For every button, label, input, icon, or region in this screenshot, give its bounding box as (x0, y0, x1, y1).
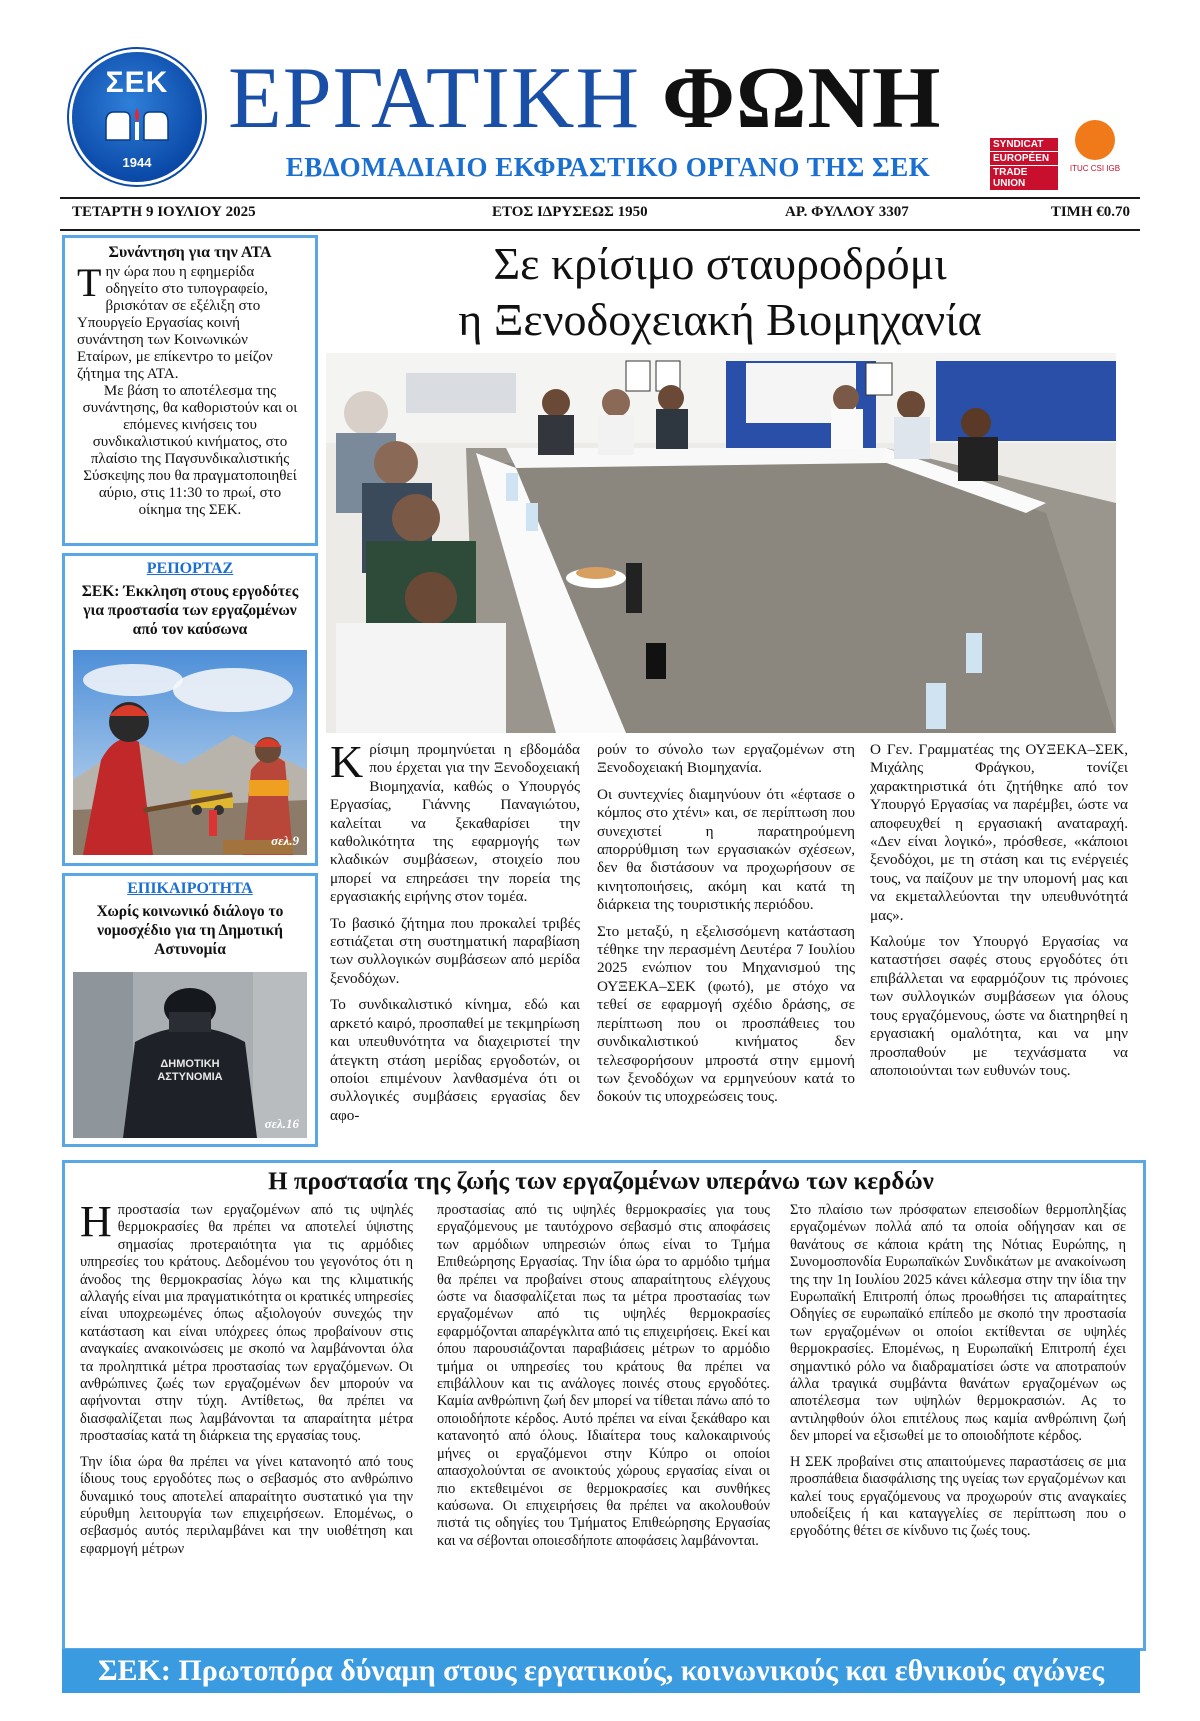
box-title: ΣΕΚ: Έκκληση στους εργοδότες για προστασία των εργαζομένων από τον καύσωνα (81, 583, 299, 638)
main-article-col3 (870, 741, 1128, 1088)
paragraph: ρούν το σύνολο των εργαζομένων στη Ξενοδοχειακή Βιομηχανία. (597, 741, 855, 777)
paragraph: Την ίδια ώρα θα πρέπει να γίνει κατανοητό από τους ίδιους τους εργοδότες πως ο σεβασμός στο ανθρώπινο δυναμικό τους αποτελεί απαραίτητο συστατικό για την εύρυθμη λειτουργία των επιχειρήσεων. Επομένως, ο σεβασμός αυτός περιλαμβάνει και την υιοθέτηση και εφαρμογή μέτρων (80, 1453, 413, 1557)
dropcap: Κ (330, 736, 364, 787)
paragraph: Οι συντεχνίες διαμηνύουν ότι «έφτασε ο κόμπος στο χτένι» και, σε περίπτωση που συνεχιστεί η παρατηρούμενη απορρύθμιση των εργασιακών σχέσεων, δεν θα διστάσουν να προχωρήσουν σε κινητοποιήσεις, ακόμη και κατά τη διάρκεια της τουριστικής περιόδου. (597, 785, 855, 914)
etuc-line: SYNDICAT (990, 138, 1058, 151)
rubric-news: ΕΠΙΚΑΙΡΟΤΗΤΑ (127, 880, 253, 897)
meeting-photo-illustration (326, 353, 1116, 733)
headline-line1: Σε κρίσιμο σταυροδρόμι (493, 238, 947, 289)
main-article-col1 (330, 736, 580, 1133)
fists-icon (100, 104, 174, 144)
page-ref: σελ.16 (264, 1116, 299, 1131)
vest-text: ΔΗΜΟΤΙΚΗ ΑΣΤΥΝΟΜΙΑ (157, 1058, 223, 1083)
police-photo-illustration (73, 972, 307, 1138)
etuc-logo (990, 138, 1060, 189)
logo-year: 1944 (122, 155, 152, 170)
sidebar-box-news[interactable] (62, 873, 318, 1147)
logo-text: ΣΕΚ (105, 66, 169, 99)
police-photo (73, 972, 307, 1138)
footer-banner: ΣΕΚ: Πρωτοπόρα δύναμη στους εργατικούς, κοινωνικούς και εθνικούς αγώνες (62, 1649, 1140, 1693)
bottom-article-title: Η προστασία της ζωής των εργαζομένων υπεράνω των κερδών (268, 1168, 934, 1195)
bottom-article-col2 (437, 1202, 770, 1558)
workers-photo (73, 650, 307, 855)
paragraph (80, 1197, 413, 1446)
etuc-line: TRADE UNION (990, 166, 1058, 190)
bottom-article-col1 (80, 1197, 413, 1566)
newspaper-title (228, 44, 988, 154)
founded-year: ΕΤΟΣ ΙΔΡΥΣΕΩΣ 1950 (492, 204, 648, 220)
workers-photo-illustration (73, 650, 307, 855)
box-title: Συνάντηση για την ΑΤΑ (108, 244, 272, 261)
paragraph: Το βασικό ζήτημα που προκαλεί τριβές εστιάζεται στη συστηματική παραβίαση των συλλογικών συμβάσεων από μερίδα ξενοδόχων. (330, 914, 580, 987)
dropcap: Τ (77, 260, 102, 305)
paragraph-text: προστασία των εργαζομένων από τις υψηλές θερμοκρασίες θα πρέπει να αποτελεί ύψιστης σημασίας προτεραιότητα για τις αρμόδιες υπηρεσίες του κράτους. Δεδομένου του γεγονότος ότι η άνοδος της θερμοκρασίας λόγω και της κλιματικής αλλαγής είναι μια πραγματικότητα οι κρατικές υπηρεσίες είναι υποχρεωμένες όπως αξιολογούν συνεχώς την κατάσταση και είναι υπόχρεες όπως προβαίνουν στις αναγκαίες ανακοινώσεις με σκοπό να λαμβάνονται όλα τα προληπτικά μέτρα προστασίας των εργαζόμενων. Οι ανθρώπινες ζωές των εργαζομένων δεν μπορούν να αφήνονται στην τύχη. Αντίθετως, θα πρέπει να διασφαλίζεται πως λαμβάνονται τα απαραίτητα μέτρα προστασίας κατά τη διάρκεια της εργασίας τους. (80, 1202, 413, 1445)
bottom-article-col3 (790, 1202, 1126, 1549)
title-part2: ΦΩΝΗ (662, 50, 942, 147)
paragraph: Ο Γεν. Γραμματέας της ΟΥΞΕΚΑ–ΣΕΚ, Μιχάλης Φράγκου, τονίζει χαρακτηριστικά ότι ζητήθηκε από τον Υπουργό Εργασίας να παρέμβει, ώστε να αποφευχθεί η εργασιακή αναταραχή. «Δεν είναι λογικό», πρόσθεσε, «κάποιοι ξενοδόχοι, με τη στάση και τις ενέργειές τους, να παίζουν με την υπομονή μας και να εκμεταλλεύονται την υπευθυνότητά μας». (870, 741, 1128, 924)
issue-date: ΤΕΤΑΡΤΗ 9 ΙΟΥΛΙΟΥ 2025 (72, 204, 256, 220)
box-title: Χωρίς κοινωνικό διάλογο το νομοσχέδιο για τη Δημοτική Αστυνομία (96, 903, 284, 958)
title-part1: ΕΡΓΑΤΙΚΗ (228, 50, 640, 147)
issue-number: ΑΡ. ΦΥΛΛΟΥ 3307 (785, 204, 909, 220)
paragraph: Η ΣΕΚ προβαίνει στις απαιτούμενες παραστάσεις σε μια προσπάθεια διασφάλισης της υγείας των εργαζομένων και καλεί τους εργαζόμενους να προχωρούν στις αναγκαίες υποδείξεις ή και καταγγελίες σε περίπτωση που ο εργοδότης θέτει σε κίνδυνο τις ζωές τους. (790, 1453, 1126, 1540)
paragraph: Στο πλαίσιο των πρόσφατων επεισοδίων θερμοπληξίας εργαζομένων πολλά από τα οποία οδήγησαν και σε θανάτους σε κάποια κράτη της Νότιας Ευρώπης, η Συνομοσπονδία Ευρωπαϊκών Συνδικάτων με ανακοίνωση της την 1η Ιουλίου 2025 κάνει κάλεσμα στην την ίδια την Ευρωπαϊκή Επιτροπή όπως προωθήσει τις απαραίτητες Οδηγίες σε ευρωπαϊκό επίπεδο με σκοπό την προστασία των εργαζομένων οι οποίοι εκτίθενται σε υψηλές θερμοκρασίες. Επομένως, η Ευρωπαϊκή Επιτροπή έχει σημαντικό ρόλο να διαδραματίσει ώστε να αποτραπούν άλλα τραγικά συμβάντα θανάτων εργαζομένων ως αποτέλεσμα των υψηλών θερμοκρασιών. Ας το αντιληφθούν όλοι επιτέλους πως καμία ανθρώπινη ζωή δεν μπορεί να εξισωθεί με το οποιοδήποτε κέρδος. (790, 1202, 1126, 1445)
paragraph-text: ρίσιμη προμηνύεται η εβδομάδα που έρχεται για την Ξενοδοχειακή Βιομηχανία, καθώς ο Υπουργός Εργασίας, Γιάννης Παναγιώτου, καλείται να ξεκαθαρίσει την καθολικότητα της εφαρμογής των κλαδικών συμβάσεων, στοιχείο που μπορεί να επηρεάσει την πορεία της εργασιακής ειρήνης στον τομέα. (330, 741, 580, 906)
paragraph: Στο μεταξύ, η εξελισσόμενη κατάσταση τέθηκε την περασμένη Δευτέρα 7 Ιουλίου 2025 ενώπιον του Μηχανισμού της ΟΥΞΕΚΑ–ΣΕΚ (φωτό), με στόχο να τεθεί σε εφαρμογή σχέδιο δράσης, σε περίπτωση που οι προσπάθειες του συνδικαλιστικού κινήματος δεν τελεσφορήσουν μπροστά στην εμμονή των ξενοδόχων να ερμηνεύουν κατά το δοκούν τις υποχρεώσεις τους. (597, 922, 855, 1106)
box-body (77, 260, 303, 383)
issue-price: ΤΙΜΗ €0.70 (1050, 204, 1130, 220)
meeting-photo (326, 353, 1116, 733)
sidebar-box-ata (62, 235, 318, 546)
paragraph (330, 736, 580, 907)
main-article-col2 (597, 741, 855, 1115)
paragraph: Καλούμε τον Υπουργό Εργασίας να καταστήσει σαφές στους εργοδότες ότι επιβάλλεται να εφαρμόζουν τις πρόνοιες των συλλογικών συμβάσεων για όλους τους εργαζόμενους, ώστε να διατηρηθεί η εργασιακή ομαλότητα, και να μην προσπαθούν με τεχνάσματα να αποποιούνται των ευθυνών τους. (870, 933, 1128, 1079)
dropcap: Η (80, 1197, 112, 1246)
page-ref: σελ.9 (271, 833, 299, 848)
newspaper-subtitle: ΕΒΔΟΜΑΔΙΑΙΟ ΕΚΦΡΑΣΤΙΚΟ ΟΡΓΑΝΟ ΤΗΣ ΣΕΚ (285, 152, 931, 182)
ituc-label: ITUC CSI IGB (1069, 164, 1121, 173)
date-bar (60, 197, 1140, 231)
box-text: Με βάση το αποτέλεσμα της συνάντησης, θα καθοριστούν και οι επόμενες κινήσεις του συνδικαλιστικού κινήματος, στο πλαίσιο της Παγσυνδικαλιστικής Σύσκεψης που θα πραγματοποιηθεί αύριο, στις 11:30 το πρωί, στο οίκημα της ΣΕΚ. (82, 383, 298, 518)
main-headline (325, 236, 1115, 348)
ituc-circle-icon (1075, 120, 1115, 160)
paragraph: προστασίας από τις υψηλές θερμοκρασίες για τους εργαζόμενους με ταυτόχρονο σεβασμό στις αποφάσεις των αρμόδιων υπηρεσιών όπως είναι το Τμήμα Επιθεώρησης Εργασίας. Την ίδια ώρα το αρμόδιο τμήμα θα πρέπει να προβαίνει στους απαραίτητους ελέγχους ώστε να διασφαλίζεται πως τα μέτρα προστασίας των εργαζομένων από τις υψηλές θερμοκρασίες εφαρμόζονται απαρέγκλιτα από τις επιχειρήσεις. Εκεί και όπου παρουσιάζονται παραβιάσεις μέτρων το αρμόδιο τμήμα οι υπηρεσίες του κράτους θα πρέπει να επιβάλλουν και τις ανάλογες ποινές στους εργοδότες. Καμία ανθρώπινη ζωή δεν μπορεί να τίθεται πάνω από το οποιοδήποτε κέρδος. Αυτό πρέπει να είναι ξεκάθαρο και κατανοητό από όλους. Ιδιαίτερα τους καλοκαιρινούς μήνες οι εργαζόμενοι στην Κύπρο οι οποίοι απασχολούνται σε ανοικτούς χώρους εργασίας είναι οι πιο εκτεθειμένοι σε θερμοκρασίες και συνθήκες καύσωνα. Οι επιχειρήσεις θα πρέπει να ακολουθούν πιστά τις οδηγίες του Τμήματος Επιθεώρησης Εργασίας και να σέβονται οποιεσδήποτε αποφάσεις λαμβάνονται. (437, 1202, 770, 1549)
box-text: ην ώρα που η εφημερίδα οδηγείτο στο τυπογραφείο, βρισκόταν σε εξέλιξη στο Υπουργείο Εργασίας κοινή συνάντηση των Κοινωνικών Εταίρων, με επίκεντρο το μείζον ζήτημα της ΑΤΑ. (77, 264, 273, 382)
rubric-report: ΡΕΠΟΡΤΑΖ (146, 560, 234, 577)
sidebar-box-report[interactable] (62, 553, 318, 866)
paragraph: Το συνδικαλιστικό κίνημα, εδώ και αρκετό καιρό, προσπαθεί με τεκμηρίωση και υπευθυνότητα να διαχειριστεί την άτεγκτη στάση μερίδας εργοδοτών, οι οποίοι επιμένουν λανθασμένα ότι οι συλλογικές συμβάσεις εργασίας δεν αφο- (330, 996, 580, 1124)
headline-line2: η Ξενοδοχειακή Βιομηχανία (458, 294, 982, 345)
sek-logo (72, 52, 202, 182)
ituc-logo (1066, 120, 1124, 182)
etuc-line: EUROPÉEN (990, 152, 1058, 165)
